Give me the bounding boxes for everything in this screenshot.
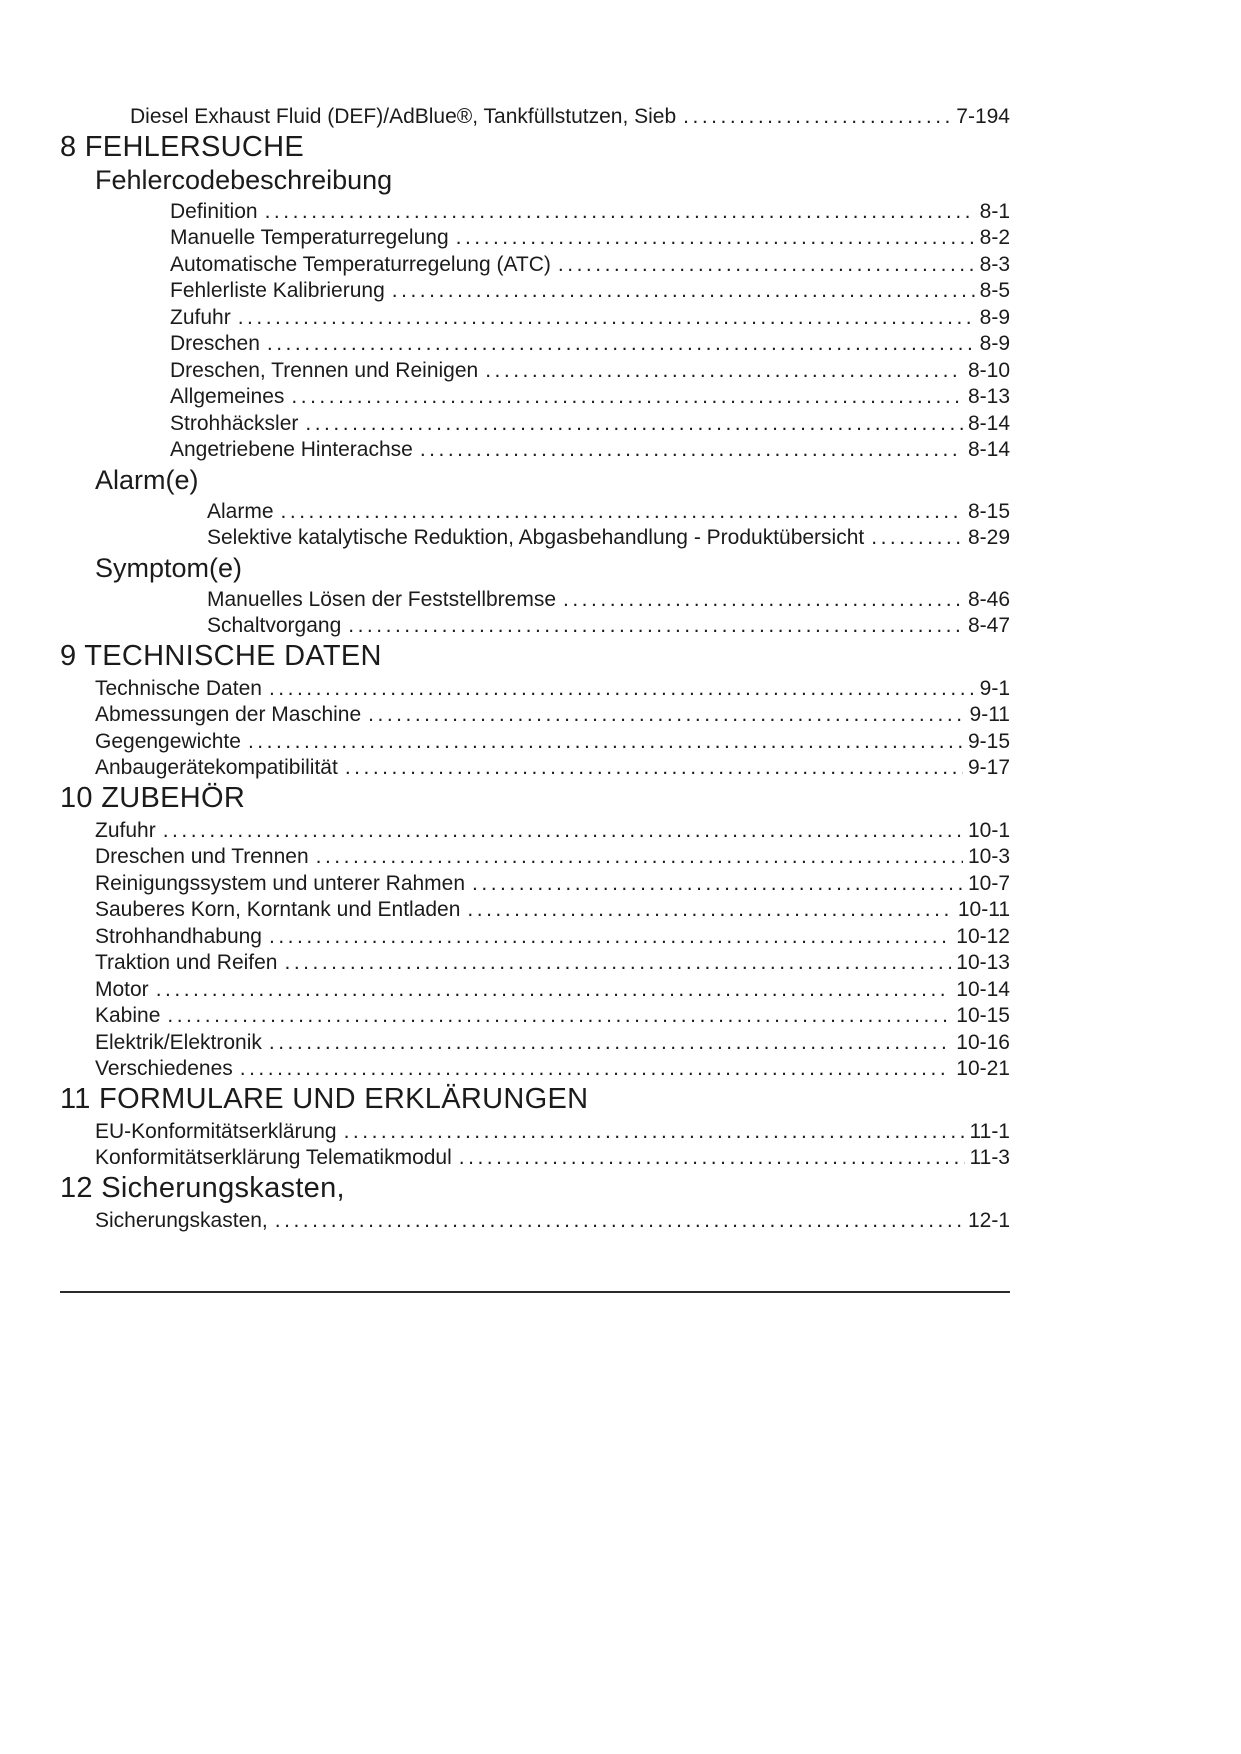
dot-leader	[269, 924, 951, 951]
toc-entry	[95, 1208, 1010, 1235]
dot-leader	[156, 977, 952, 1004]
toc-entry-title: Definition	[170, 199, 258, 223]
toc-entry-title: Dreschen, Trennen und Reinigen	[170, 358, 479, 382]
toc-entry	[95, 1003, 1010, 1030]
toc-entry-title: Reinigungssystem und unterer Rahmen	[95, 871, 466, 895]
toc-entry-page: 12-1	[967, 1208, 1010, 1232]
toc-entry	[95, 729, 1010, 756]
toc-entry-page: 8-13	[967, 385, 1010, 408]
toc-entry-page: 11-1	[969, 1119, 1010, 1143]
dot-leader	[563, 587, 963, 614]
toc-entry-list-sicherungskasten	[95, 1208, 1010, 1235]
toc-entry-page: 8-29	[967, 526, 1010, 549]
toc-entry-page: 7-194	[956, 105, 1010, 128]
toc-entry	[207, 499, 1010, 526]
toc-entry-list-fehlercodebeschreibung	[170, 199, 1010, 464]
group-heading-alarme: Alarm(e)	[95, 464, 199, 495]
toc-entry-page: 8-2	[979, 226, 1010, 249]
dot-leader	[305, 411, 963, 438]
dot-leader	[456, 225, 975, 252]
toc-entry	[207, 613, 1010, 640]
toc-entry	[95, 950, 1010, 977]
dot-leader	[240, 1056, 952, 1083]
toc-entry-page: 8-14	[967, 411, 1010, 435]
toc-entry-page: 10-15	[956, 1004, 1010, 1027]
toc-entry	[95, 818, 1010, 845]
dot-leader	[368, 702, 964, 729]
dot-leader	[275, 1208, 963, 1235]
toc-entry-page: 9-17	[967, 756, 1010, 779]
toc-entry	[170, 305, 1010, 332]
dot-leader	[281, 499, 963, 526]
toc-entry	[95, 1030, 1010, 1057]
toc-entry-list-intro	[130, 104, 1010, 131]
toc-entry-title: Elektrik/Elektronik	[95, 1030, 262, 1054]
toc-entry-title: EU-Konformitätserklärung	[95, 1119, 337, 1143]
toc-entry	[170, 278, 1010, 305]
toc-entry-page: 8-14	[967, 438, 1010, 461]
toc-entry	[170, 411, 1010, 438]
dot-leader	[472, 871, 963, 898]
toc-entry-list-formulare	[95, 1119, 1010, 1172]
dot-leader	[248, 729, 963, 756]
toc-entry-page: 8-47	[967, 614, 1010, 637]
toc-entry-list-alarme	[207, 499, 1010, 552]
toc-entry-title: Kabine	[95, 1004, 161, 1027]
toc-entry-title: Anbaugerätekompatibilität	[95, 756, 338, 779]
toc-entry	[95, 924, 1010, 951]
toc-entry	[207, 587, 1010, 614]
toc-entry-title: Abmessungen der Maschine	[95, 703, 362, 726]
toc-entry	[95, 1145, 1010, 1172]
section-heading-technische-daten: 9 TECHNISCHE DATEN	[60, 639, 382, 672]
toc-entry-title: Motor	[95, 977, 149, 1001]
toc-entry	[207, 525, 1010, 552]
group-heading-symptome: Symptom(e)	[95, 552, 243, 583]
toc-entry-title: Diesel Exhaust Fluid (DEF)/AdBlue®, Tankfüllstutzen, Sieb	[130, 105, 677, 128]
toc-entry	[130, 104, 1010, 131]
dot-leader	[485, 358, 963, 385]
toc-entry-page: 8-10	[967, 358, 1010, 382]
toc-entry-title: Angetriebene Hinterachse	[170, 438, 413, 461]
toc-entry-title: Automatische Temperaturregelung (ATC)	[170, 252, 551, 276]
dot-leader	[265, 199, 975, 226]
toc-entry-title: Alarme	[207, 499, 274, 523]
toc-entry-title: Zufuhr	[170, 305, 231, 329]
dot-leader	[345, 755, 963, 782]
toc-entry-title: Manuelles Lösen der Feststellbremse	[207, 587, 557, 611]
dot-leader	[420, 437, 963, 464]
section-heading-zubehoer: 10 ZUBEHÖR	[60, 781, 246, 814]
toc-entry-title: Zufuhr	[95, 818, 156, 842]
toc-entry-title: Konformitätserklärung Telematikmodul	[95, 1146, 452, 1169]
dot-leader	[348, 613, 963, 640]
toc-entry-page: 10-1	[967, 818, 1010, 842]
toc-entry-page: 8-9	[979, 332, 1010, 355]
toc-entry-title: Sicherungskasten,	[95, 1208, 268, 1232]
toc-entry-title: Sauberes Korn, Korntank und Entladen	[95, 898, 461, 921]
toc-entry-page: 8-46	[967, 587, 1010, 611]
dot-leader	[269, 1030, 951, 1057]
toc-entry	[95, 1056, 1010, 1083]
toc-entry-page: 8-3	[979, 252, 1010, 276]
dot-leader	[285, 950, 952, 977]
group-heading-fehlercodebeschreibung: Fehlercodebeschreibung	[95, 164, 393, 195]
toc-entry-title: Dreschen und Trennen	[95, 845, 309, 868]
toc-entry-page: 10-14	[956, 977, 1010, 1001]
dot-leader	[683, 104, 951, 131]
toc-entry-page: 8-1	[979, 199, 1010, 223]
toc-entry-title: Schaltvorgang	[207, 614, 342, 637]
toc-entry-page: 10-7	[967, 871, 1010, 895]
toc-entry-title: Dreschen	[170, 332, 260, 355]
dot-leader	[467, 897, 952, 924]
toc-entry-page: 9-11	[969, 703, 1010, 726]
toc-entry-title: Selektive katalytische Reduktion, Abgasbehandlung - Produktübersicht	[207, 526, 865, 549]
dot-leader	[392, 278, 975, 305]
toc-entry	[95, 755, 1010, 782]
toc-entry-title: Verschiedenes	[95, 1057, 233, 1080]
toc-entry	[170, 384, 1010, 411]
toc-entry-title: Allgemeines	[170, 385, 285, 408]
toc-entry-page: 10-21	[956, 1057, 1010, 1080]
toc-entry	[170, 199, 1010, 226]
toc-entry	[95, 702, 1010, 729]
toc-entry	[170, 437, 1010, 464]
toc-entry	[170, 358, 1010, 385]
dot-leader	[558, 252, 975, 279]
toc-entry	[170, 252, 1010, 279]
toc-entry-title: Strohhandhabung	[95, 924, 262, 948]
toc-entry-page: 10-12	[956, 924, 1010, 948]
dot-leader	[344, 1119, 965, 1146]
toc-entry	[95, 871, 1010, 898]
toc-entry-page: 8-5	[979, 279, 1010, 302]
toc-entry	[95, 676, 1010, 703]
dot-leader	[267, 331, 975, 358]
toc-entry-title: Gegengewichte	[95, 729, 241, 753]
toc-entry-title: Technische Daten	[95, 676, 262, 700]
toc-entry-page: 10-11	[957, 898, 1010, 921]
dot-leader	[291, 384, 963, 411]
toc-entry-title: Fehlerliste Kalibrierung	[170, 279, 385, 302]
section-heading-fehlersuche: 8 FEHLERSUCHE	[60, 130, 305, 163]
toc-entry-title: Manuelle Temperaturregelung	[170, 226, 449, 249]
toc-entry-list-zubehoer	[95, 818, 1010, 1083]
toc-entry-page: 10-13	[956, 951, 1010, 974]
toc-entry-list-symptome	[207, 587, 1010, 640]
dot-leader	[316, 844, 963, 871]
dot-leader	[167, 1003, 951, 1030]
dot-leader	[871, 525, 963, 552]
toc-entry-title: Strohhäcksler	[170, 411, 299, 435]
toc-entry	[95, 977, 1010, 1004]
toc-entry	[170, 331, 1010, 358]
toc-entry-page: 9-1	[979, 676, 1010, 700]
toc-entry-page: 8-15	[967, 499, 1010, 523]
toc-entry-page: 10-3	[967, 845, 1010, 868]
toc-entry-page: 9-15	[967, 729, 1010, 753]
bottom-rule	[60, 1291, 1010, 1293]
toc-entry-list-technische-daten	[95, 676, 1010, 782]
dot-leader	[459, 1145, 965, 1172]
toc-entry	[95, 1119, 1010, 1146]
toc-entry	[95, 844, 1010, 871]
toc-entry-page: 11-3	[969, 1146, 1010, 1169]
dot-leader	[163, 818, 963, 845]
section-heading-sicherungskasten: 12 Sicherungskasten,	[60, 1171, 345, 1204]
toc-entry	[95, 897, 1010, 924]
dot-leader	[238, 305, 975, 332]
toc-entry-page: 8-9	[979, 305, 1010, 329]
dot-leader	[269, 676, 975, 703]
toc-entry	[170, 225, 1010, 252]
section-heading-formulare: 11 FORMULARE UND ERKLÄRUNGEN	[60, 1082, 589, 1115]
toc-entry-page: 10-16	[956, 1030, 1010, 1054]
toc-entry-title: Traktion und Reifen	[95, 951, 278, 974]
